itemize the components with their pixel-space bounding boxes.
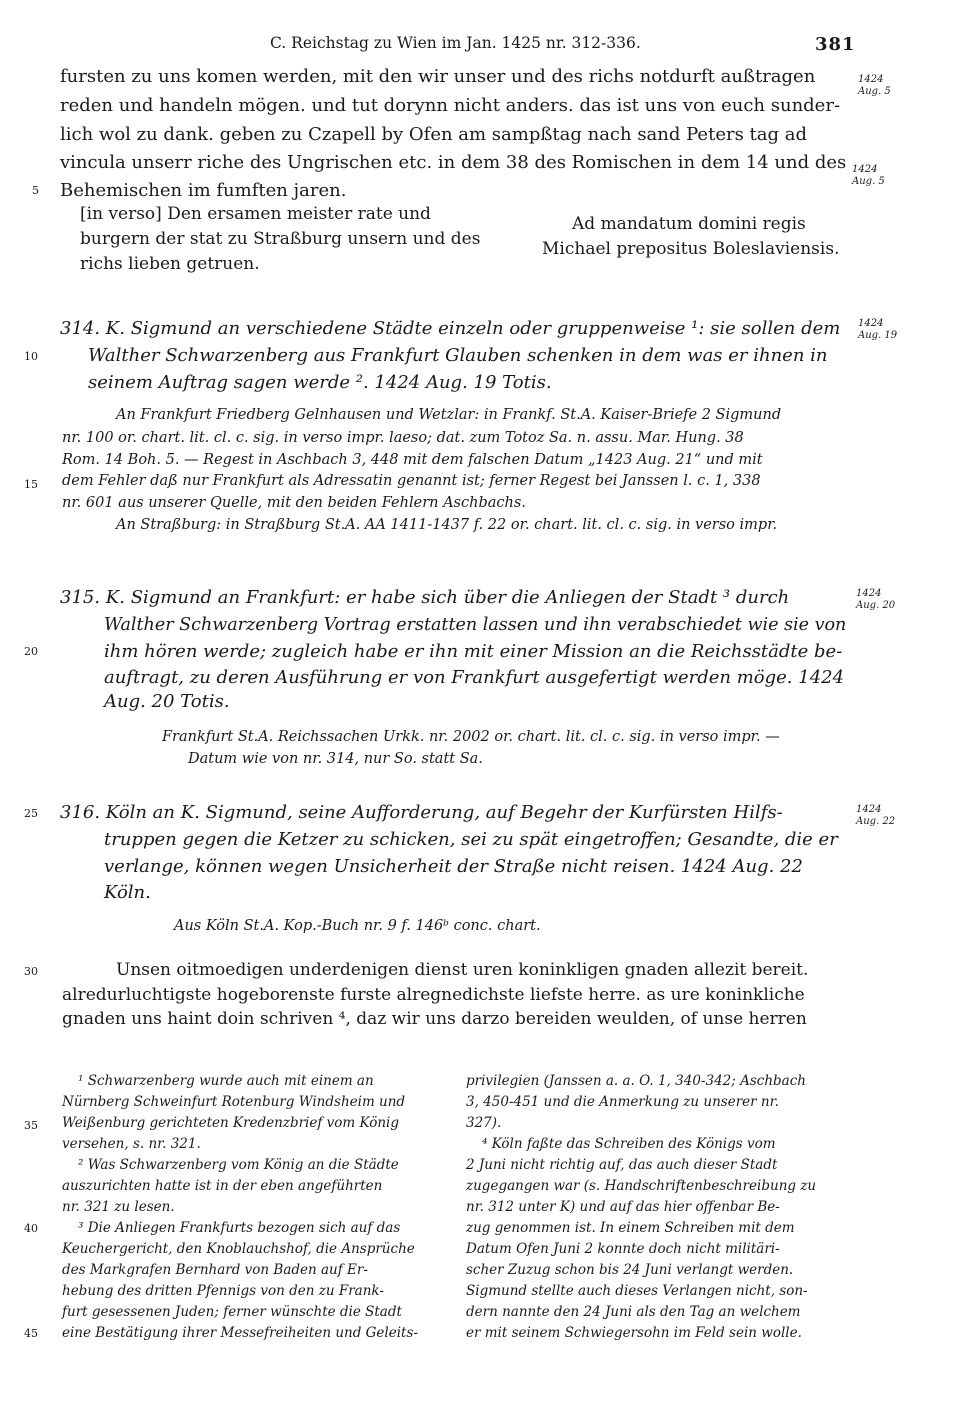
margin-date-day: Aug. 5: [852, 176, 885, 187]
source-note: Frankfurt St.A. Reichssachen Urkk. nr. 2002 or. chart. lit. cl. c. sig. in verso impr. —: [162, 729, 780, 745]
entry-314-title: Walther Schwarzenberg aus Frankfurt Glauben schenken in dem was er ihnen in: [88, 345, 828, 366]
line-number: 20: [24, 645, 38, 658]
text-line: Behemischen im fumften jaren.: [60, 180, 347, 201]
letter-text: Unsen oitmoedigen underdenigen dienst uren koninkligen gnaden allezit bereit.: [116, 960, 809, 980]
line-number: 45: [24, 1327, 38, 1340]
verso-line: [in verso] Den ersamen meister rate und: [80, 204, 431, 224]
footnote-line: hebung des dritten Pfennigs von den zu Frank-: [62, 1283, 384, 1299]
footnote-line: des Markgrafen Bernhard von Baden auf Er-: [62, 1262, 368, 1278]
text-line: lich wol zu dank. geben zu Czapell by Ofen am sampßtag nach sand Peters tag ad: [60, 124, 807, 145]
footnote-line: Keuchergericht, den Knoblauchshof, die Ansprüche: [62, 1241, 415, 1257]
footnote-line: 327).: [466, 1115, 502, 1131]
entry-314-title: seinem Auftrag sagen werde ². 1424 Aug. 19 Totis.: [88, 372, 552, 393]
margin-date-year: 1424: [858, 74, 884, 85]
footnote-line: ³ Die Anliegen Frankfurts bezogen sich auf das: [78, 1220, 401, 1236]
footnote-line: ¹ Schwarzenberg wurde auch mit einem an: [78, 1073, 374, 1089]
line-number: 15: [24, 478, 38, 491]
mandate-line: Michael prepositus Boleslaviensis.: [542, 239, 840, 259]
footnote-line: scher Zuzug schon bis 24 Juni verlangt werden.: [466, 1262, 794, 1278]
entry-316-title: truppen gegen die Ketzer zu schicken, sei zu spät eingetroffen; Gesandte, die er: [104, 829, 838, 850]
source-note: nr. 601 aus unserer Quelle, mit den beiden Fehlern Aschbachs.: [62, 495, 526, 511]
entry-314-title: 314. K. Sigmund an verschiedene Städte einzeln oder gruppenweise ¹: sie sollen dem: [60, 318, 841, 339]
entry-315-title: ihm hören werde; zugleich habe er ihn mit einer Mission an die Reichsstädte be-: [104, 641, 843, 662]
footnote-line: ⁴ Köln faßte das Schreiben des Königs vom: [482, 1136, 776, 1152]
mandate-line: Ad mandatum domini regis: [572, 214, 806, 234]
source-note: Aus Köln St.A. Kop.-Buch nr. 9 f. 146ᵇ conc. chart.: [174, 918, 541, 934]
footnote-line: ² Was Schwarzenberg vom König an die Städte: [78, 1157, 399, 1173]
margin-date-day: Aug. 5: [858, 86, 891, 97]
margin-date-day: Aug. 19: [858, 330, 898, 341]
line-number: 40: [24, 1222, 38, 1235]
entry-315-title: Walther Schwarzenberg Vortrag erstatten lassen und ihn verabschiedet wie sie von: [104, 614, 847, 635]
margin-date-day: Aug. 20: [856, 600, 896, 611]
footnote-line: zug genommen ist. In einem Schreiben mit dem: [466, 1220, 795, 1236]
source-note: An Frankfurt Friedberg Gelnhausen und Wetzlar: in Frankf. St.A. Kaiser-Briefe 2 Sigmund: [116, 407, 782, 423]
entry-315-title: auftragt, zu deren Ausführung er von Frankfurt ausgefertigt werden möge. 1424: [104, 667, 845, 688]
running-header: C. Reichstag zu Wien im Jan. 1425 nr. 312-336.: [270, 34, 641, 52]
text-line: reden und handeln mögen. und tut dorynn nicht anders. das ist uns von euch sunder-: [60, 95, 841, 116]
verso-line: richs lieben getruen.: [80, 254, 260, 274]
margin-date-day: Aug. 22: [856, 816, 896, 827]
margin-date-year: 1424: [856, 588, 882, 599]
letter-text: gnaden uns haint doin schriven ⁴, daz wir uns darzo bereiden weulden, of unse herren: [62, 1009, 807, 1029]
entry-316-title: Köln.: [104, 882, 151, 903]
footnote-line: 3, 450-451 und die Anmerkung zu unserer nr.: [466, 1094, 779, 1110]
source-note: nr. 100 or. chart. lit. cl. c. sig. in verso impr. laeso; dat. zum Totoz Sa. n. assu. Mar. Hung. 38: [62, 430, 744, 446]
footnote-line: versehen, s. nr. 321.: [62, 1136, 201, 1152]
margin-date-year: 1424: [858, 318, 884, 329]
footnote-line: nr. 321 zu lesen.: [62, 1199, 175, 1215]
text-line: vincula unserr riche des Ungrischen etc. in dem 38 des Romischen in dem 14 und des: [60, 152, 847, 173]
source-note: Rom. 14 Boh. 5. — Regest in Aschbach 3, 448 mit dem falschen Datum „1423 Aug. 21“ und mit: [62, 452, 763, 468]
footnote-line: nr. 312 unter K) und auf das hier offenbar Be-: [466, 1199, 780, 1215]
line-number: 35: [24, 1119, 38, 1132]
line-number: 10: [24, 350, 38, 363]
line-number: 25: [24, 807, 38, 820]
line-number: 30: [24, 965, 38, 978]
text-line: fursten zu uns komen werden, mit den wir unser und des richs notdurft außtragen: [60, 66, 816, 87]
footnote-line: Weißenburg gerichteten Kredenzbrief vom König: [62, 1115, 399, 1131]
entry-316-title: verlange, können wegen Unsicherheit der Straße nicht reisen. 1424 Aug. 22: [104, 856, 803, 877]
footnote-line: dern nannte den 24 Juni als den Tag an welchem: [466, 1304, 801, 1320]
footnote-line: Nürnberg Schweinfurt Rotenburg Windsheim und: [62, 1094, 406, 1110]
footnote-line: zugegangen war (s. Handschriftenbeschreibung zu: [466, 1178, 817, 1194]
source-note: Datum wie von nr. 314, nur So. statt Sa.: [188, 751, 483, 767]
footnote-line: Sigmund stellte auch dieses Verlangen nicht, son-: [466, 1283, 808, 1299]
footnote-line: eine Bestätigung ihrer Messefreiheiten und Geleits-: [62, 1325, 418, 1341]
margin-date-year: 1424: [852, 164, 878, 175]
footnote-line: 2 Juni nicht richtig auf, das auch dieser Stadt: [466, 1157, 778, 1173]
footnote-line: Datum Ofen Juni 2 konnte doch nicht militäri-: [466, 1241, 780, 1257]
source-note: dem Fehler daß nur Frankfurt als Adressatin genannt ist; ferner Regest bei Janssen l. c. 1, 338: [62, 473, 761, 489]
verso-line: burgern der stat zu Straßburg unsern und des: [80, 229, 481, 249]
footnote-line: auszurichten hatte ist in der eben angeführten: [62, 1178, 383, 1194]
margin-date-year: 1424: [856, 804, 882, 815]
footnote-line: furt gesessenen Juden; ferner wünschte die Stadt: [62, 1304, 402, 1320]
footnote-line: privilegien (Janssen a. a. O. 1, 340-342; Aschbach: [466, 1073, 806, 1089]
page-number: 381: [815, 34, 856, 55]
letter-text: alredurluchtigste hogeborenste furste alregnedichste liefste herre. as ure koninkliche: [62, 985, 805, 1005]
entry-316-title: 316. Köln an K. Sigmund, seine Aufforderung, auf Begehr der Kurfürsten Hilfs-: [60, 802, 783, 823]
line-number: 5: [32, 184, 39, 197]
entry-315-title: 315. K. Sigmund an Frankfurt: er habe sich über die Anliegen der Stadt ³ durch: [60, 587, 790, 608]
source-note: An Straßburg: in Straßburg St.A. AA 1411-1437 f. 22 or. chart. lit. cl. c. sig. in verso impr.: [116, 517, 778, 533]
entry-315-title: Aug. 20 Totis.: [104, 691, 230, 712]
footnote-line: er mit seinem Schwiegersohn im Feld sein wolle.: [466, 1325, 802, 1341]
